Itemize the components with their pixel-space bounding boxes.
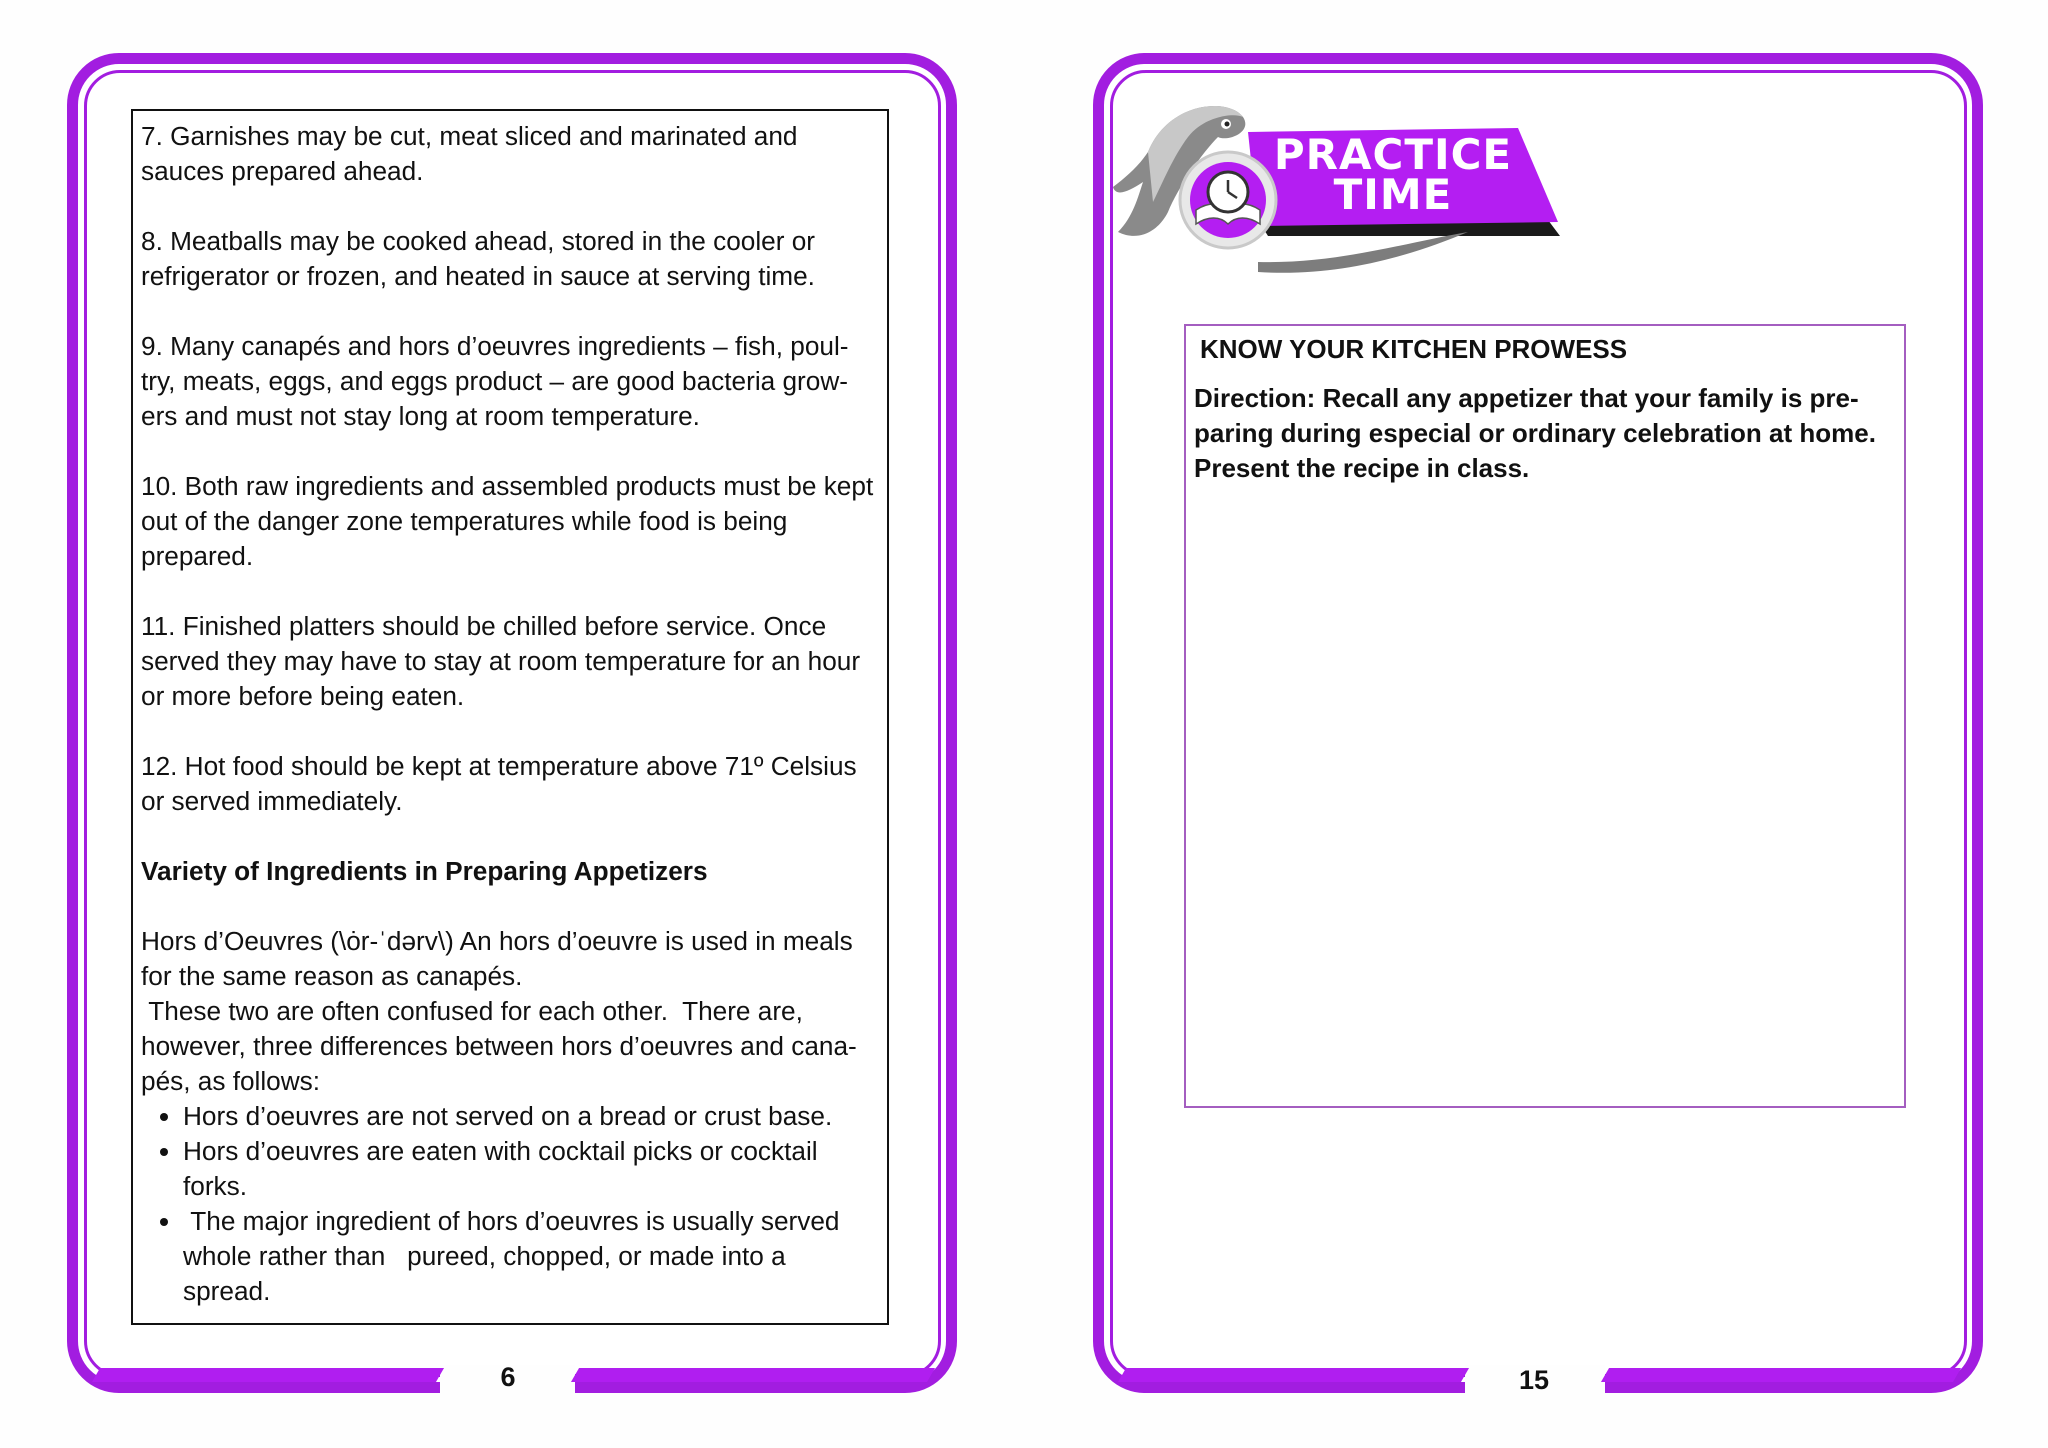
activity-direction: Direction: Recall any appetizer that your family is pre-paring during especial or ordinary celebration at home. Present the recipe in class.: [1194, 383, 1876, 483]
section-heading: Variety of Ingredients in Preparing Appetizers: [141, 856, 708, 886]
paragraph: 9. Many canapés and hors d’oeuvres ingredients – fish, poul-try, meats, eggs, and eggs product – are good bacteria grow-ers and must not stay long at room temperature.: [141, 331, 849, 431]
intro-paragraph: These two are often confused for each other. There are, however, three differences between hors d’oeuvres and cana-pés, as follows:: [141, 996, 857, 1096]
paragraph: 7. Garnishes may be cut, meat sliced and marinated and sauces prepared ahead.: [141, 121, 798, 186]
differences-list: [141, 1099, 879, 1309]
paragraph: 8. Meatballs may be cooked ahead, stored in the cooler or refrigerator or frozen, and heated in sauce at serving time.: [141, 226, 815, 291]
footer-bar-left: [1118, 1368, 1469, 1382]
banner-line: TIME: [1333, 170, 1453, 219]
clock-icon: [1208, 172, 1248, 212]
footer-bar-right: [571, 1368, 935, 1382]
footer-bar-left: [92, 1368, 444, 1382]
paragraph: 10. Both raw ingredients and assembled products must be kept out of the danger zone temperatures while food is being prepared.: [141, 471, 874, 571]
activity-title: KNOW YOUR KITCHEN PROWESS: [1200, 334, 1628, 364]
activity-box: [1184, 324, 1906, 1108]
content-box: [131, 109, 889, 1325]
page-number: 6: [500, 1362, 516, 1392]
paragraph: 11. Finished platters should be chilled before service. Once served they may have to stay at room temperature for an hour or more before being eaten.: [141, 611, 861, 711]
banner-title: [1258, 130, 1528, 219]
list-item: • Hors d’oeuvres are eaten with cocktail picks or cocktail forks.: [183, 1134, 879, 1204]
intro-paragraph: Hors d’Oeuvres (\ȯr-ˈdərv\) An hors d’oeuvre is used in meals for the same reason as canapés.: [141, 926, 860, 991]
page-number: 15: [1518, 1365, 1550, 1395]
paragraph: 12. Hot food should be kept at temperature above 71º Celsius or served immediately.: [141, 751, 857, 816]
list-item: • The major ingredient of hors d’oeuvres is usually served whole rather than pureed, chopped, or made into a spread.: [183, 1204, 879, 1309]
list-item: • Hors d’oeuvres are not served on a bread or crust base.: [183, 1099, 879, 1134]
banner-line: PRACTICE: [1273, 130, 1513, 179]
footer-bar-right: [1601, 1368, 1961, 1382]
